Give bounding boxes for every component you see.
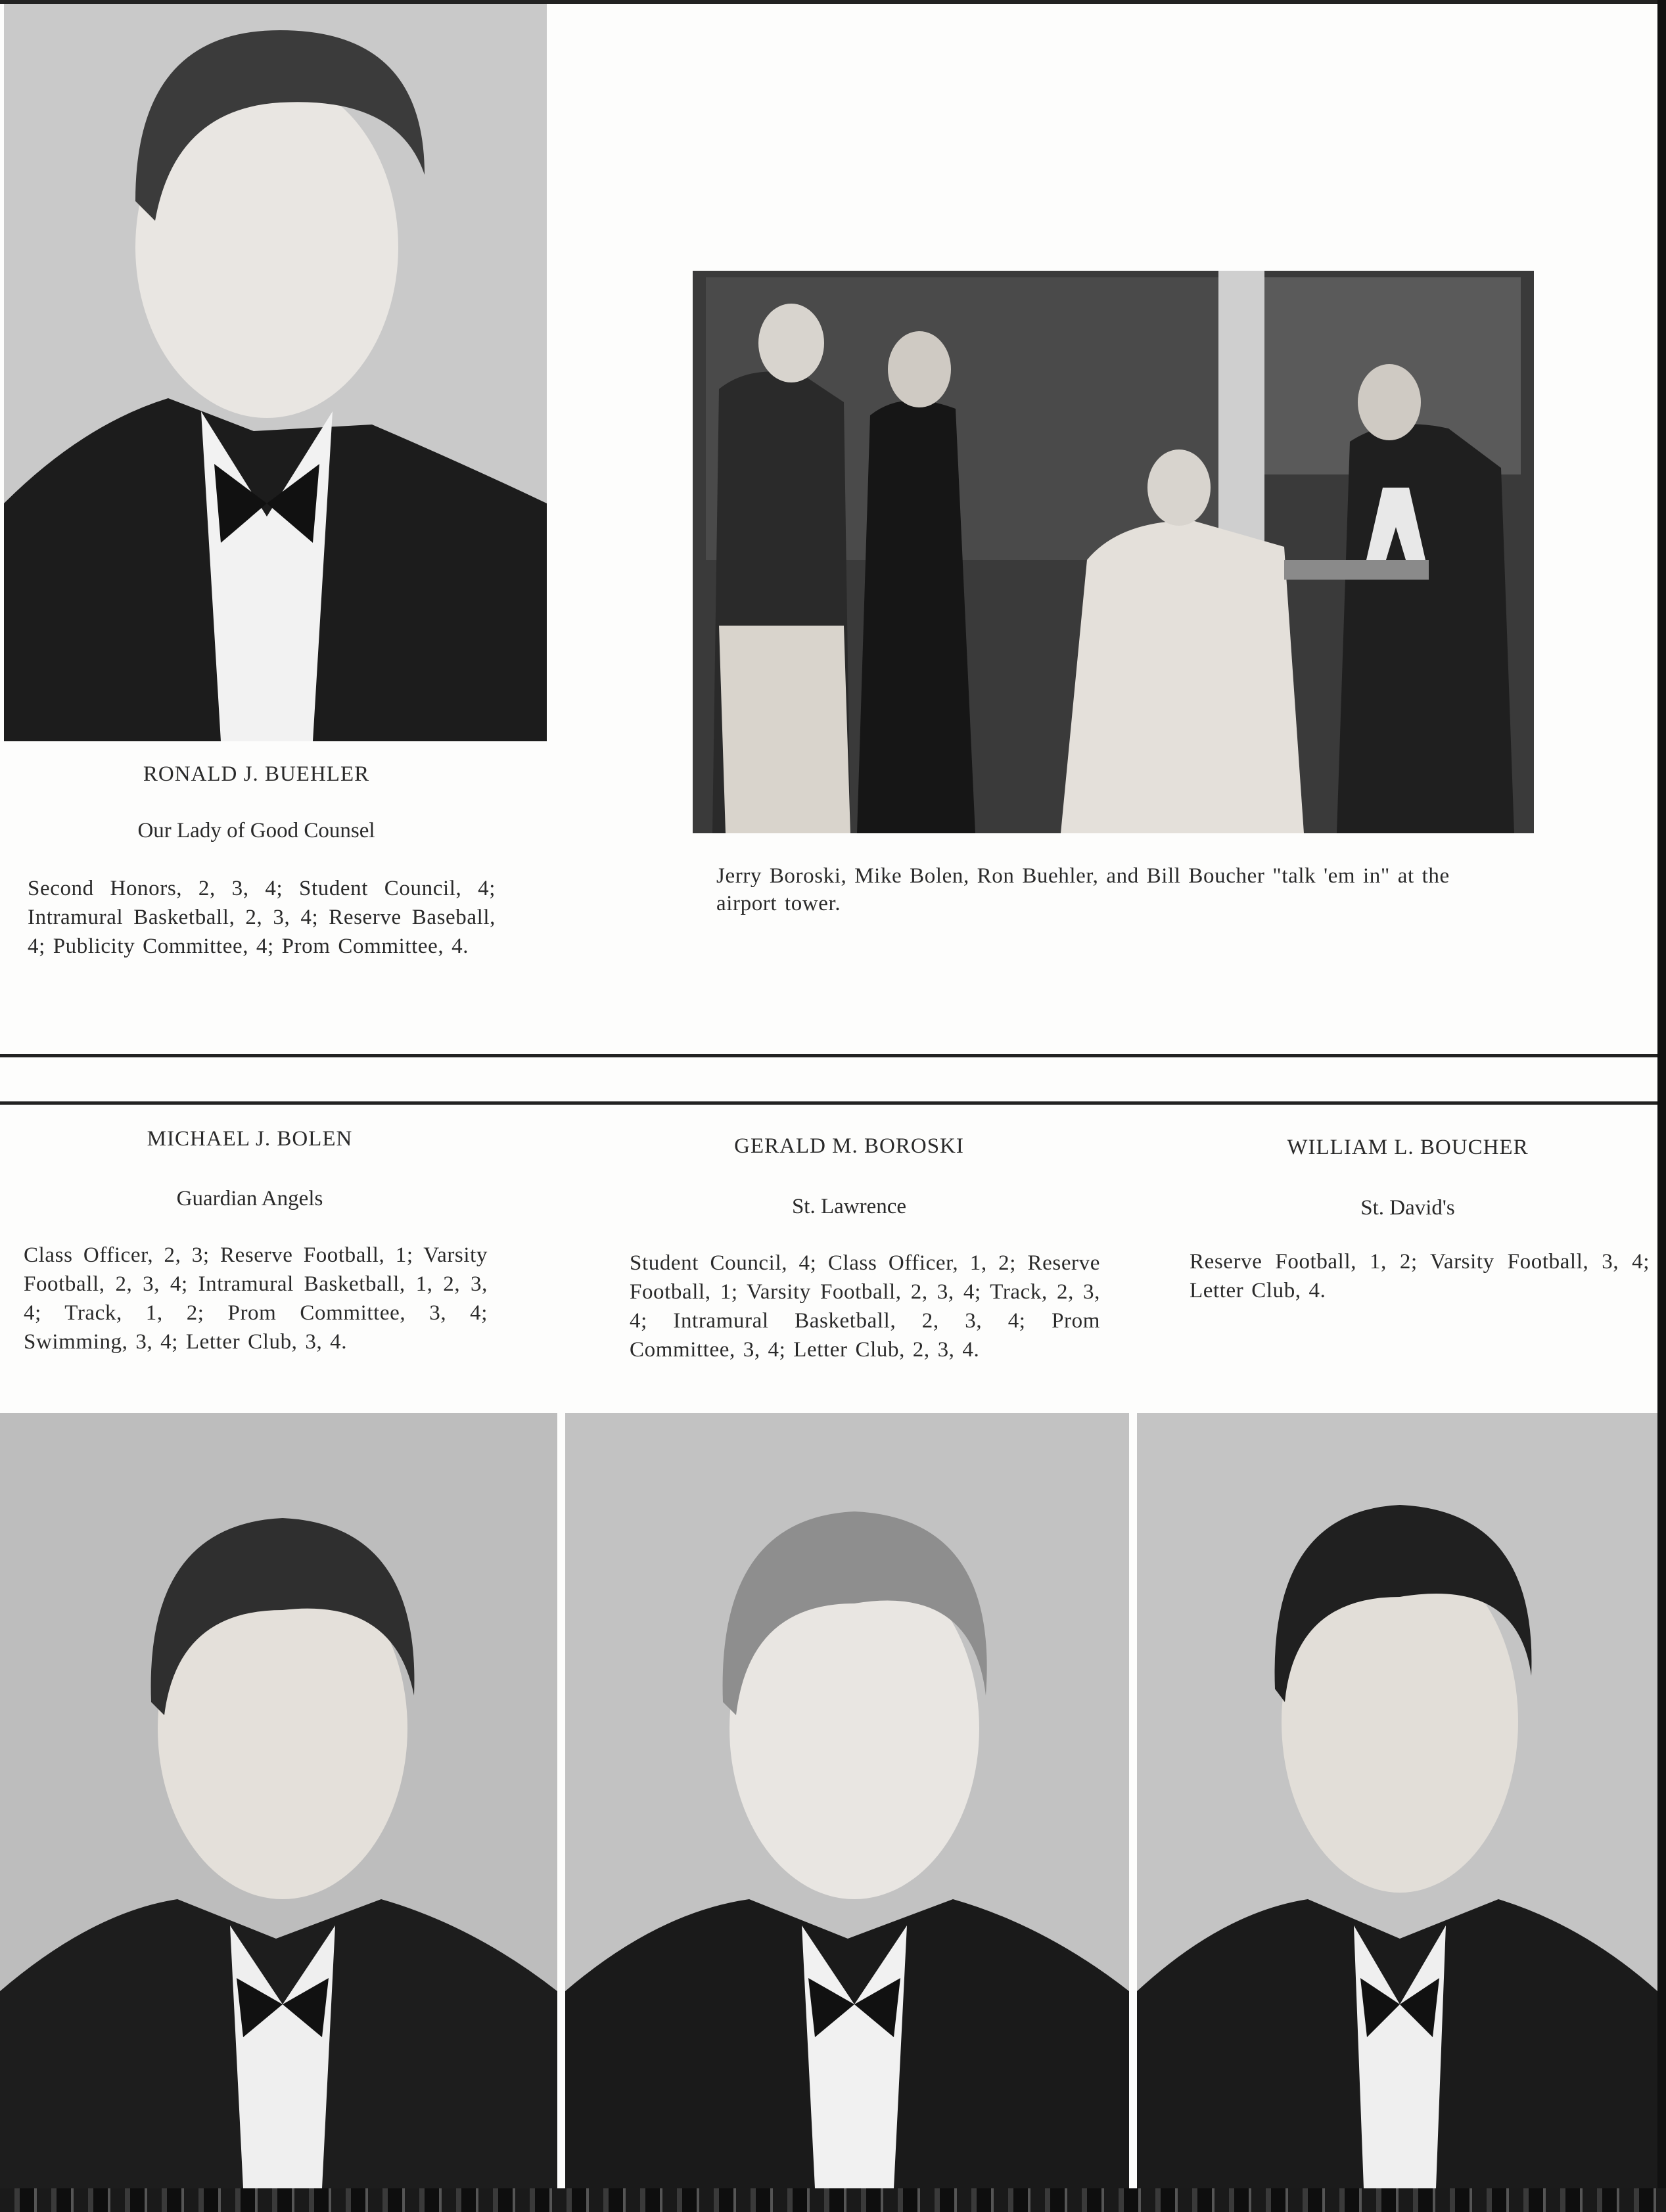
portrait-michael-bolen [0, 1413, 557, 2188]
portrait-gerald-boroski [565, 1413, 1129, 2188]
group-photo-airport-tower [693, 271, 1534, 833]
student-activities: Reserve Football, 1, 2; Varsity Football, 3, 4; Letter Club, 4. [1190, 1250, 1650, 1302]
student-activities: Class Officer, 2, 3; Reserve Football, 1; Varsity Football, 2, 3, 4; Intramural Basketball, 1, 2, 3, 4; Track, 1, 2; Prom Committee, 3, 4; Swimming, 3, 4; Letter Club, 3, 4. [24, 1243, 488, 1354]
student-name: GERALD M. BOROSKI [734, 1134, 964, 1158]
student-activities: Student Council, 4; Class Officer, 1, 2; Reserve Football, 1; Varsity Football, 2, 3, 4; Track, 2, 3, 4; Intramural Basketball, 2, 3, 4; Prom Committee, 3, 4; Letter Club, 2, 3, 4. [630, 1251, 1100, 1362]
student-parish: St. Lawrence [791, 1195, 907, 1218]
section-divider-upper [0, 1054, 1657, 1057]
scan-edge-bottom [0, 2188, 1666, 2212]
portrait-ronald-buehler [4, 4, 547, 741]
student-activities: Second Honors, 2, 3, 4; Student Council, 4; Intramural Basketball, 2, 3, 4; Reserve Baseball, 4; Publicity Committee, 4; Prom Committee, 4. [28, 877, 496, 958]
student-parish: St. David's [1360, 1196, 1455, 1220]
portrait-william-boucher [1137, 1413, 1657, 2188]
student-parish: Our Lady of Good Counsel [137, 819, 375, 842]
section-divider-lower [0, 1101, 1657, 1105]
student-name: RONALD J. BUEHLER [143, 762, 370, 786]
student-name: MICHAEL J. BOLEN [147, 1127, 353, 1151]
scan-edge-right [1657, 0, 1666, 2212]
student-name: WILLIAM L. BOUCHER [1287, 1136, 1529, 1159]
student-parish: Guardian Angels [176, 1187, 323, 1210]
group-photo-caption: Jerry Boroski, Mike Bolen, Ron Buehler, and Bill Boucher "talk 'em in" at the airport tower. [716, 864, 1450, 915]
